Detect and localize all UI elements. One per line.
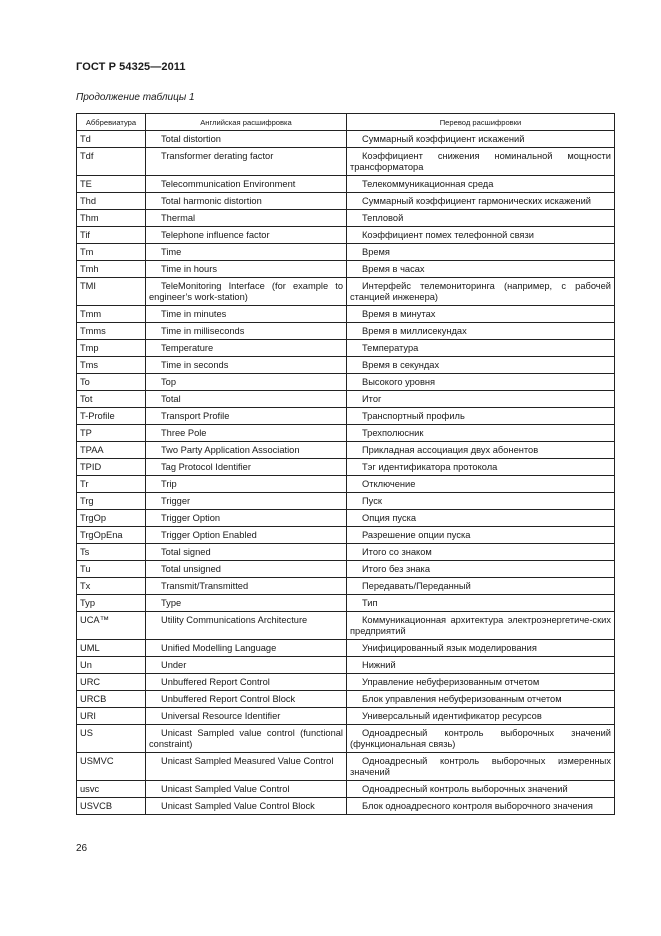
abbreviation-cell: usvc [77, 781, 146, 798]
translation-cell: Одноадресный контроль выборочных значений (функциональная связь) [347, 725, 615, 753]
abbreviation-cell: Tot [77, 391, 146, 408]
english-cell: Thermal [146, 210, 347, 227]
abbreviation-cell: USMVC [77, 753, 146, 781]
english-cell: Trigger Option [146, 510, 347, 527]
abbreviation-cell: Tmms [77, 323, 146, 340]
translation-cell: Суммарный коэффициент гармонических искажений [347, 193, 615, 210]
translation-cell: Итого без знака [347, 561, 615, 578]
translation-cell: Время в секундах [347, 357, 615, 374]
translation-cell: Управление небуферизованным отчетом [347, 674, 615, 691]
abbreviation-cell: US [77, 725, 146, 753]
english-cell: Top [146, 374, 347, 391]
abbreviation-cell: T-Profile [77, 408, 146, 425]
table-row [77, 227, 615, 244]
english-cell: Unicast Sampled Value Control Block [146, 798, 347, 815]
english-cell: Temperature [146, 340, 347, 357]
english-cell: TeleMonitoring Interface (for example to engineer’s work-station) [146, 278, 347, 306]
abbreviations-table [76, 113, 615, 815]
abbreviation-cell: UCA™ [77, 612, 146, 640]
translation-cell: Суммарный коэффициент искажений [347, 131, 615, 148]
english-cell: Trip [146, 476, 347, 493]
page-number: 26 [76, 843, 88, 854]
table-row [77, 781, 615, 798]
abbreviation-cell: Trg [77, 493, 146, 510]
table-row [77, 408, 615, 425]
english-cell: Unicast Sampled Value Control [146, 781, 347, 798]
translation-cell: Пуск [347, 493, 615, 510]
table-row [77, 176, 615, 193]
english-cell: Two Party Application Association [146, 442, 347, 459]
abbreviation-cell: Tms [77, 357, 146, 374]
english-cell: Unified Modelling Language [146, 640, 347, 657]
table-row [77, 306, 615, 323]
english-cell: Total distortion [146, 131, 347, 148]
english-cell: Time in milliseconds [146, 323, 347, 340]
translation-cell: Разрешение опции пуска [347, 527, 615, 544]
abbreviation-cell: URCB [77, 691, 146, 708]
table-row [77, 278, 615, 306]
abbreviation-cell: Tm [77, 244, 146, 261]
english-cell: Under [146, 657, 347, 674]
translation-cell: Итого со знаком [347, 544, 615, 561]
english-cell: Transmit/Transmitted [146, 578, 347, 595]
abbreviation-cell: Tx [77, 578, 146, 595]
english-cell: Total unsigned [146, 561, 347, 578]
table-row [77, 691, 615, 708]
english-cell: Telecommunication Environment [146, 176, 347, 193]
table-row [77, 261, 615, 278]
table-row [77, 357, 615, 374]
table-row [77, 708, 615, 725]
translation-cell: Время в миллисекундах [347, 323, 615, 340]
table-row [77, 595, 615, 612]
abbreviation-cell: URC [77, 674, 146, 691]
abbreviation-cell: Tdf [77, 148, 146, 176]
english-cell: Unicast Sampled Measured Value Control [146, 753, 347, 781]
translation-cell: Итог [347, 391, 615, 408]
table-row [77, 544, 615, 561]
english-cell: Transport Profile [146, 408, 347, 425]
document-header: ГОСТ Р 54325—2011 [76, 61, 186, 73]
table-row [77, 425, 615, 442]
table-row [77, 210, 615, 227]
translation-cell: Тепловой [347, 210, 615, 227]
translation-cell: Транспортный профиль [347, 408, 615, 425]
english-cell: Utility Communications Architecture [146, 612, 347, 640]
abbreviation-cell: TPID [77, 459, 146, 476]
translation-cell: Унифицированный язык моделирования [347, 640, 615, 657]
table-row [77, 561, 615, 578]
column-header-abbreviation: Аббревиатура [77, 114, 146, 131]
table-row [77, 657, 615, 674]
table-row [77, 527, 615, 544]
english-cell: Telephone influence factor [146, 227, 347, 244]
translation-cell: Интерфейс телемониторинга (например, с рабочей станцией инженера) [347, 278, 615, 306]
translation-cell: Коммуникационная архитектура электроэнергетиче-ских предприятий [347, 612, 615, 640]
translation-cell: Опция пуска [347, 510, 615, 527]
table-row [77, 612, 615, 640]
english-cell: Tag Protocol Identifier [146, 459, 347, 476]
english-cell: Unicast Sampled value control (functional constraint) [146, 725, 347, 753]
abbreviation-cell: TrgOp [77, 510, 146, 527]
english-cell: Type [146, 595, 347, 612]
translation-cell: Передавать/Переданный [347, 578, 615, 595]
table-row [77, 493, 615, 510]
english-cell: Total signed [146, 544, 347, 561]
abbreviation-cell: UML [77, 640, 146, 657]
english-cell: Trigger Option Enabled [146, 527, 347, 544]
table-row [77, 674, 615, 691]
translation-cell: Универсальный идентификатор ресурсов [347, 708, 615, 725]
table-header-row [77, 114, 615, 131]
table-row [77, 244, 615, 261]
table-caption: Продолжение таблицы 1 [76, 92, 195, 103]
translation-cell: Коэффициент снижения номинальной мощности трансформатора [347, 148, 615, 176]
translation-cell: Блок одноадресного контроля выборочного значения [347, 798, 615, 815]
translation-cell: Отключение [347, 476, 615, 493]
table-row [77, 476, 615, 493]
abbreviation-cell: TE [77, 176, 146, 193]
table-row [77, 148, 615, 176]
translation-cell: Время [347, 244, 615, 261]
table-row [77, 323, 615, 340]
abbreviation-cell: TMI [77, 278, 146, 306]
abbreviation-cell: USVCB [77, 798, 146, 815]
abbreviation-cell: Un [77, 657, 146, 674]
table-row [77, 753, 615, 781]
abbreviation-cell: Tmp [77, 340, 146, 357]
abbreviation-cell: TrgOpEna [77, 527, 146, 544]
table-row [77, 193, 615, 210]
table-row [77, 131, 615, 148]
table-row [77, 391, 615, 408]
translation-cell: Время в минутах [347, 306, 615, 323]
translation-cell: Время в часах [347, 261, 615, 278]
table-row [77, 340, 615, 357]
abbreviation-cell: Tif [77, 227, 146, 244]
english-cell: Total [146, 391, 347, 408]
english-cell: Time in minutes [146, 306, 347, 323]
table-row [77, 640, 615, 657]
english-cell: Unbuffered Report Control Block [146, 691, 347, 708]
translation-cell: Тип [347, 595, 615, 612]
abbreviation-cell: TP [77, 425, 146, 442]
english-cell: Total harmonic distortion [146, 193, 347, 210]
abbreviation-cell: Tmh [77, 261, 146, 278]
table-body [77, 131, 615, 815]
column-header-translation: Перевод расшифровки [347, 114, 615, 131]
table-row [77, 459, 615, 476]
table-row [77, 442, 615, 459]
abbreviation-cell: Thm [77, 210, 146, 227]
translation-cell: Температура [347, 340, 615, 357]
english-cell: Three Pole [146, 425, 347, 442]
english-cell: Time in seconds [146, 357, 347, 374]
english-cell: Time [146, 244, 347, 261]
english-cell: Unbuffered Report Control [146, 674, 347, 691]
translation-cell: Нижний [347, 657, 615, 674]
abbreviation-cell: Thd [77, 193, 146, 210]
translation-cell: Блок управления небуферизованным отчетом [347, 691, 615, 708]
english-cell: Transformer derating factor [146, 148, 347, 176]
english-cell: Universal Resource Identifier [146, 708, 347, 725]
abbreviation-cell: Typ [77, 595, 146, 612]
abbreviation-cell: TPAA [77, 442, 146, 459]
column-header-english: Английская расшифровка [146, 114, 347, 131]
table-row [77, 725, 615, 753]
abbreviation-cell: Ts [77, 544, 146, 561]
abbreviation-cell: Tr [77, 476, 146, 493]
table-row [77, 374, 615, 391]
translation-cell: Высокого уровня [347, 374, 615, 391]
abbreviation-cell: To [77, 374, 146, 391]
translation-cell: Одноадресный контроль выборочных значений [347, 781, 615, 798]
translation-cell: Коэффициент помех телефонной связи [347, 227, 615, 244]
english-cell: Trigger [146, 493, 347, 510]
abbreviation-cell: Tmm [77, 306, 146, 323]
translation-cell: Телекоммуникационная среда [347, 176, 615, 193]
english-cell: Time in hours [146, 261, 347, 278]
abbreviation-cell: URI [77, 708, 146, 725]
translation-cell: Трехполюсник [347, 425, 615, 442]
table-row [77, 798, 615, 815]
table-row [77, 510, 615, 527]
translation-cell: Одноадресный контроль выборочных измеренных значений [347, 753, 615, 781]
table-row [77, 578, 615, 595]
abbreviation-cell: Tu [77, 561, 146, 578]
translation-cell: Тэг идентификатора протокола [347, 459, 615, 476]
abbreviation-cell: Td [77, 131, 146, 148]
translation-cell: Прикладная ассоциация двух абонентов [347, 442, 615, 459]
